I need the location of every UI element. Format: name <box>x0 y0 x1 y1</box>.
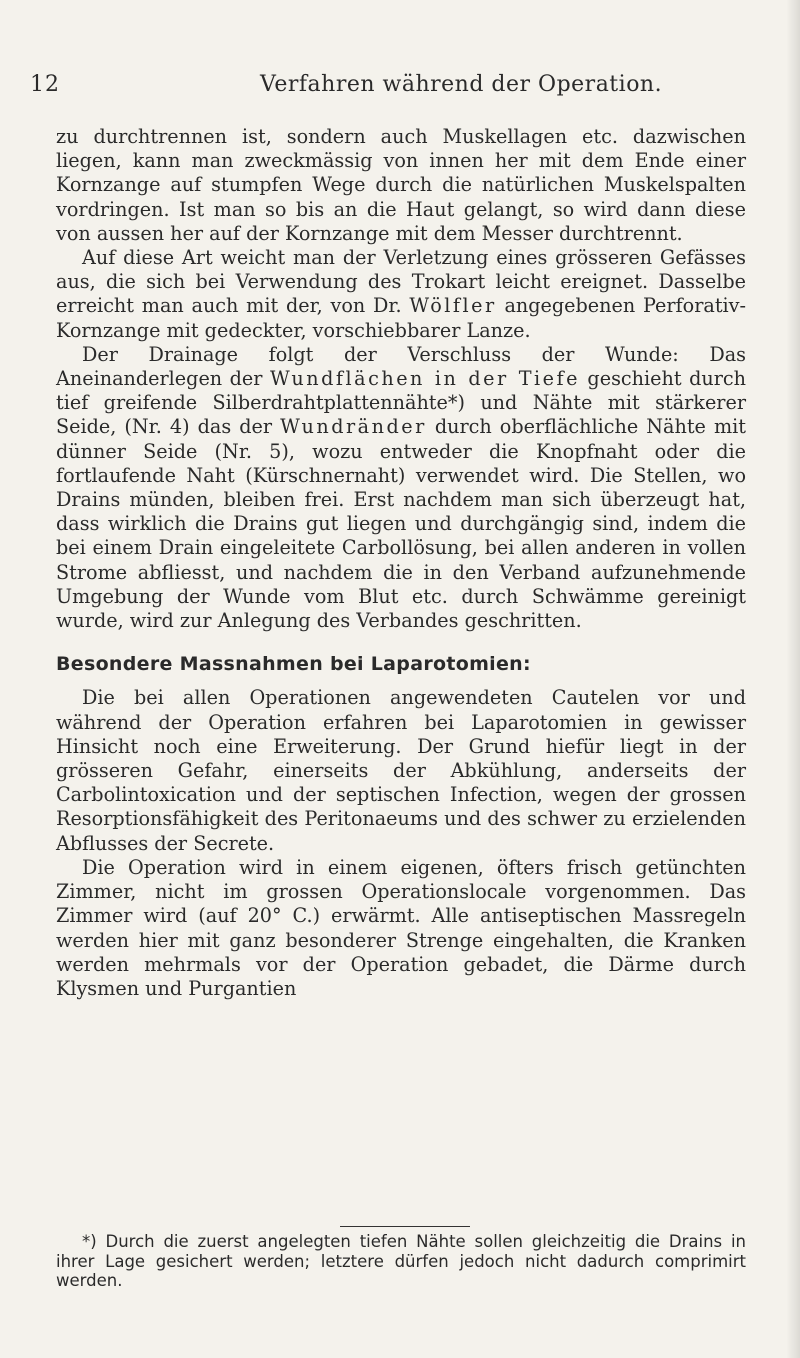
paragraph-3-text-c: durch oberflächliche Nähte mit dünner Seide (Nr. 5), wozu entweder die Knopfnaht oder die fortlaufende Naht (Kürschnernaht) verwendet wird. Die Stellen, wo Drains münden, bleiben frei. Erst nachdem man sich überzeugt hat, dass wirklich die Drains gut liegen und durchgängig sind, indem die bei einem Drain eingeleitete Carbollösung, bei allen anderen in vollen Strome abfliesst, und nachdem die in den Verband aufzunehmende Umgebung der Wunde vom Blut etc. durch Schwämme gereinigt wurde, wird zur Anlegung des Verbandes geschritten. <box>56 415 746 633</box>
footnote-text: *) Durch die zuerst angelegten tiefen Nähte sollen gleichzeitig die Drains in ihrer Lage gesichert werden; letztere dürfen jedoch nicht dadurch comprimirt werden. <box>56 1232 746 1290</box>
paragraph-2-text-b: angegebenen Perforativ-Kornzange mit gedeckter, vorschiebbarer Lanze. <box>56 294 746 342</box>
body-text <box>56 125 746 1001</box>
paragraph-3-text-b: geschieht durch tief greifende Silberdrahtplattennähte*) und Nähte mit stärkerer Seide, (Nr. 4) das der <box>56 367 746 439</box>
paragraph-4: Die bei allen Operationen angewendeten Cautelen vor und während der Operation erfahren bei Laparotomien in gewisser Hinsicht noch eine Erweiterung. Der Grund hiefür liegt in der grösseren Gefahr, einerseits der Abkühlung, anderseits der Carbolintoxication und der septischen Infection, wegen der grossen Resorptionsfähigkeit des Peritonaeums und des schwer zu erzielenden Abflusses der Secrete. <box>56 686 746 855</box>
paragraph-2-text-a: Auf diese Art weicht man der Verletzung eines grösseren Gefässes aus, die sich bei Verwendung des Trokart leicht ereignet. Dasselbe erreicht man auch mit der, von Dr. <box>56 246 746 318</box>
page-header <box>30 72 750 102</box>
paragraph-5: Die Operation wird in einem eigenen, öfters frisch getünchten Zimmer, nicht im grossen Operationslocale vorgenommen. Das Zimmer wird (auf 20° C.) erwärmt. Alle antiseptischen Massregeln werden hier mit ganz besonderer Strenge eingehalten, die Kranken werden mehrmals vor der Operation gebadet, die Därme durch Klysmen und Purgantien <box>56 855 746 1000</box>
page-number: 12 <box>30 72 60 97</box>
emphasis-wundflaechen: Wundflächen in der Tiefe <box>269 367 580 391</box>
footnote <box>56 1232 746 1291</box>
footnote-divider <box>340 1226 470 1227</box>
paragraph-3 <box>56 343 746 633</box>
emphasis-wundraender: Wundränder <box>280 415 427 439</box>
page-edge-shadow <box>786 0 800 1358</box>
section-heading: Besondere Massnahmen bei Laparotomien: <box>56 653 531 676</box>
paragraph-2 <box>56 246 746 343</box>
paragraph-3-text-a: Der Drainage folgt der Verschluss der Wunde: Das Aneinanderlegen der <box>56 342 746 391</box>
running-title: Verfahren während der Operation. <box>260 72 663 97</box>
author-name-woelfler: Wölfler <box>409 294 497 318</box>
paragraph-1: zu durchtrennen ist, sondern auch Muskellagen etc. dazwischen liegen, kann man zweckmässig von innen her mit dem Ende einer Kornzange auf stumpfen Wege durch die natürlichen Muskelspalten vordringen. Ist man so bis an die Haut gelangt, so wird dann diese von aussen her auf der Kornzange mit dem Messer durchtrennt. <box>56 125 746 245</box>
